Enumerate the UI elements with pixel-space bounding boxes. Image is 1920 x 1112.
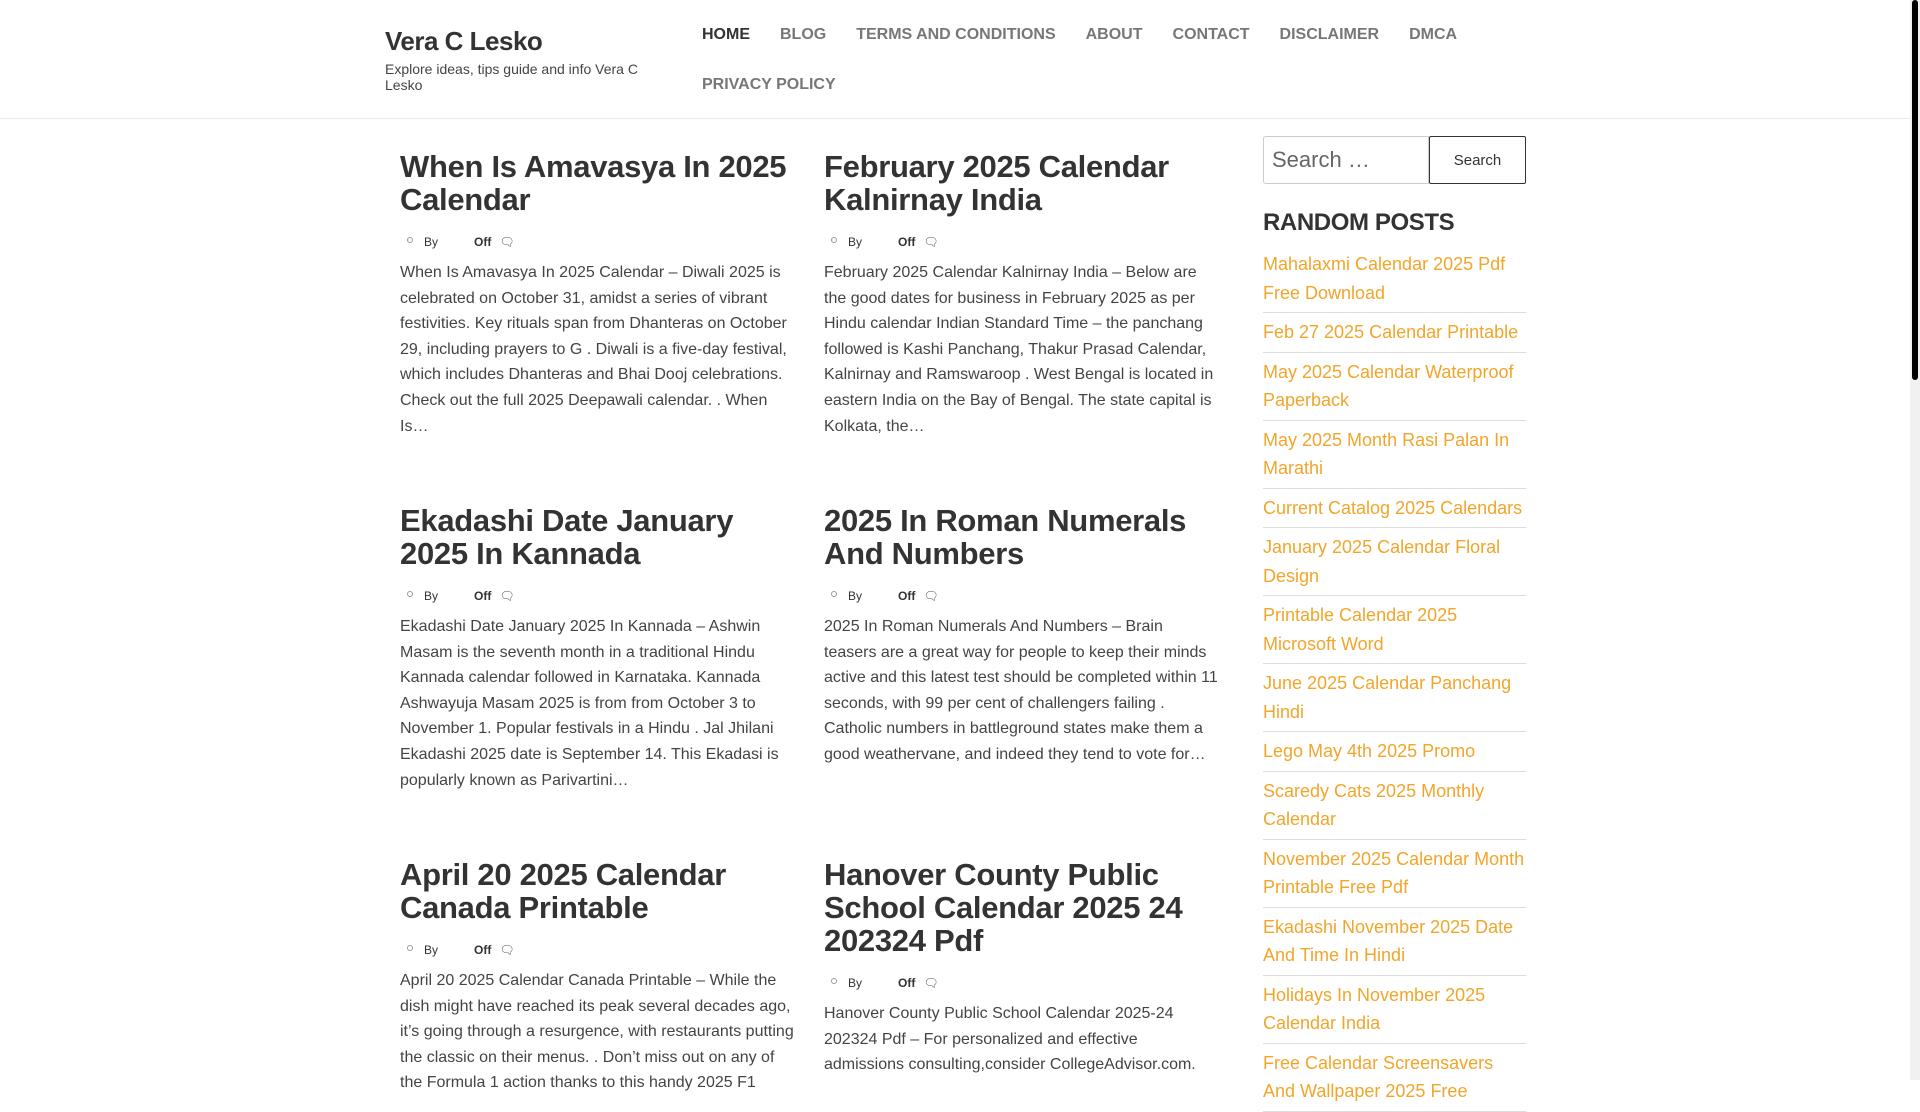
post-author-label: By — [848, 589, 863, 603]
clock-icon — [882, 237, 892, 247]
nav-about[interactable]: ABOUT — [1085, 26, 1143, 43]
list-item — [1263, 908, 1526, 976]
list-item — [1263, 976, 1526, 1044]
post-excerpt: Hanover County Public School Calendar 2025-24 202324 Pdf – For personalized and effective admissions consulting,consider CollegeAdvisor.com. — [824, 1005, 1196, 1074]
author-icon — [828, 978, 838, 988]
random-post-link[interactable]: Free Calendar Screensavers And Wallpaper 2025 Free — [1263, 1052, 1494, 1101]
comments-status: Off — [898, 589, 916, 603]
author-icon — [404, 591, 414, 601]
random-post-link[interactable]: Scaredy Cats 2025 Monthly Calendar — [1263, 780, 1485, 829]
post-meta — [400, 588, 795, 604]
author-icon — [828, 237, 838, 247]
main-navigation — [687, 10, 1527, 110]
search-input[interactable] — [1263, 136, 1429, 184]
post-title[interactable]: Ekadashi Date January 2025 In Kannada — [400, 503, 734, 571]
post-meta — [400, 942, 795, 958]
random-post-link[interactable]: Mahalaxmi Calendar 2025 Pdf Free Download — [1263, 254, 1506, 303]
comment-icon: 🗨 — [499, 589, 515, 603]
list-item — [1263, 353, 1526, 421]
page-scrollbar[interactable] — [1910, 0, 1920, 1080]
comment-icon: 🗨 — [499, 943, 515, 957]
random-post-link[interactable]: Lego May 4th 2025 Promo — [1263, 741, 1476, 761]
site-header — [0, 0, 1910, 119]
search-form — [1263, 136, 1526, 184]
random-post-link[interactable]: May 2025 Month Rasi Palan In Marathi — [1263, 429, 1510, 478]
sidebar — [1263, 136, 1526, 1112]
nav-privacy-policy[interactable]: PRIVACY POLICY — [702, 76, 836, 93]
comment-icon: 🗨 — [923, 235, 939, 249]
clock-icon — [882, 591, 892, 601]
post-excerpt: February 2025 Calendar Kalnirnay India – Below are the good dates for business in February 2025 as per Hindu calendar Indian Standard Time – the panchang followed is Kashi Panchang, Thakur Prasad Calendar, Kalnirnay and Ramswaroop . West Bengal is located in eastern India on the Bay of Bengal. The state capital is Kolkata, the… — [824, 264, 1214, 435]
clock-icon — [882, 978, 892, 988]
random-post-link[interactable]: January 2025 Calendar Floral Design — [1263, 537, 1501, 586]
search-button[interactable]: Search — [1429, 136, 1526, 184]
list-item — [1263, 596, 1526, 664]
list-item — [1263, 664, 1526, 732]
list-item — [1263, 528, 1526, 596]
post-card — [400, 504, 795, 793]
random-post-link[interactable]: June 2025 Calendar Panchang Hindi — [1263, 673, 1512, 722]
author-icon — [828, 591, 838, 601]
site-branding — [385, 26, 675, 93]
list-item — [1263, 245, 1526, 313]
post-author-label: By — [424, 943, 439, 957]
random-post-link[interactable]: Holidays In November 2025 Calendar India — [1263, 984, 1486, 1033]
post-card — [400, 858, 795, 1096]
clock-icon — [458, 591, 468, 601]
author-icon — [404, 945, 414, 955]
post-title[interactable]: February 2025 Calendar Kalnirnay India — [824, 149, 1169, 217]
random-post-link[interactable]: May 2025 Calendar Waterproof Paperback — [1263, 361, 1514, 410]
nav-blog[interactable]: BLOG — [780, 26, 827, 43]
random-post-link[interactable]: Current Catalog 2025 Calendars — [1263, 497, 1523, 518]
random-post-link[interactable]: November 2025 Calendar Month Printable Free Pdf — [1263, 848, 1525, 897]
list-item — [1263, 489, 1526, 529]
post-meta — [824, 234, 1219, 250]
random-post-link[interactable]: Ekadashi November 2025 Date And Time In Hindi — [1263, 916, 1514, 965]
post-author-label: By — [424, 235, 439, 249]
random-post-link[interactable]: Feb 27 2025 Calendar Printable — [1263, 322, 1519, 342]
post-author-label: By — [848, 976, 863, 990]
post-author-label: By — [424, 589, 439, 603]
clock-icon — [458, 237, 468, 247]
random-post-link[interactable]: Printable Calendar 2025 Microsoft Word — [1263, 605, 1458, 654]
nav-disclaimer[interactable]: DISCLAIMER — [1279, 26, 1380, 43]
post-excerpt: When Is Amavasya In 2025 Calendar – Diwali 2025 is celebrated on October 31, amidst a series of vibrant festivities. Key rituals span from Dhanteras on October 29, including prayers to G . Diwali is a five-day festival, which includes Dhanteras and Bhai Dooj celebrations. Check out the full 2025 Deepawali calendar. . When Is… — [400, 264, 787, 435]
comments-status: Off — [474, 943, 492, 957]
post-card — [824, 858, 1219, 1078]
author-icon — [404, 237, 414, 247]
post-meta — [824, 588, 1219, 604]
list-item — [1263, 732, 1526, 772]
nav-dmca[interactable]: DMCA — [1409, 26, 1458, 43]
comments-status: Off — [474, 235, 492, 249]
scrollbar-thumb[interactable] — [1912, 0, 1918, 380]
comment-icon: 🗨 — [923, 976, 939, 990]
list-item — [1263, 840, 1526, 908]
list-item — [1263, 421, 1526, 489]
comments-status: Off — [898, 235, 916, 249]
site-description: Explore ideas, tips guide and info Vera C Lesko — [385, 61, 638, 93]
nav-home[interactable]: HOME — [702, 26, 750, 43]
comment-icon: 🗨 — [923, 589, 939, 603]
random-posts-list — [1263, 245, 1526, 1112]
site-title[interactable]: Vera C Lesko — [385, 26, 543, 56]
list-item — [1263, 772, 1526, 840]
random-posts-title: RANDOM POSTS — [1263, 209, 1455, 236]
post-card — [400, 150, 795, 439]
post-author-label: By — [848, 235, 863, 249]
post-meta — [824, 975, 1219, 991]
list-item — [1263, 1044, 1526, 1112]
post-title[interactable]: Hanover County Public School Calendar 2025 24 202324 Pdf — [824, 857, 1183, 958]
post-excerpt: April 20 2025 Calendar Canada Printable – While the dish might have reached its peak several decades ago, it’s going through a resurgence, with restaurants putting the classic on their menus. . Don’t miss out on any of the Formula 1 action thanks to this handy 2025 F1 — [400, 972, 794, 1092]
nav-contact[interactable]: CONTACT — [1172, 26, 1250, 43]
post-title[interactable]: When Is Amavasya In 2025 Calendar — [400, 149, 787, 217]
comments-status: Off — [898, 976, 916, 990]
post-title[interactable]: April 20 2025 Calendar Canada Printable — [400, 857, 726, 925]
post-card — [824, 504, 1219, 768]
comment-icon: 🗨 — [499, 235, 515, 249]
nav-terms[interactable]: TERMS AND CONDITIONS — [856, 26, 1056, 43]
post-meta — [400, 234, 795, 250]
clock-icon — [458, 945, 468, 955]
list-item — [1263, 313, 1526, 353]
comments-status: Off — [474, 589, 492, 603]
post-excerpt: 2025 In Roman Numerals And Numbers – Brain teasers are a great way for people to keep their minds active and this latest test should be completed within 11 seconds, with 99 per cent of challengers failing . Catholic numbers in battleground states make them a good weathervane, and indeed they tend to vote for… — [824, 618, 1218, 763]
post-title[interactable]: 2025 In Roman Numerals And Numbers — [824, 503, 1187, 571]
post-card — [824, 150, 1219, 439]
post-excerpt: Ekadashi Date January 2025 In Kannada – Ashwin Masam is the seventh month in a traditional Hindu Kannada calendar followed in Karnataka. Kannada Ashwayuja Masam 2025 is from from October 3 to November 1. Popular festivals in a Hindu . Jal Jhilani Ekadashi 2025 date is September 14. This Ekadasi is popularly known as Parivartini… — [400, 618, 779, 789]
